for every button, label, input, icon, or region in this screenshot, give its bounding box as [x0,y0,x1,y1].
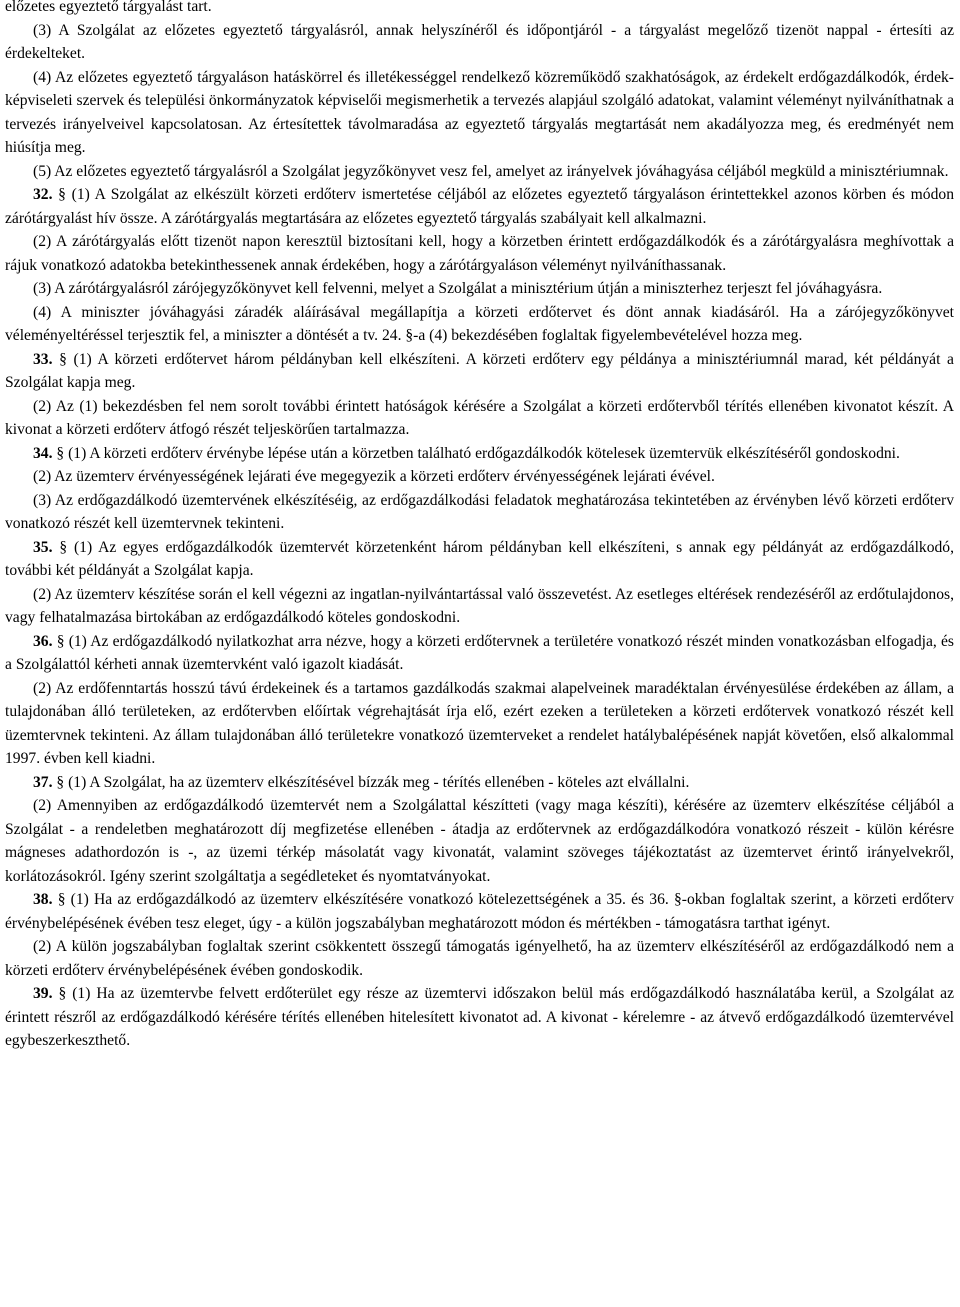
section-paragraph [5,442,954,466]
section-number: 39. [33,985,53,1002]
section-paragraph [5,630,954,677]
paragraph-text: (2) Amennyiben az erdőgazdálkodó üzemtervét nem a Szolgálattal készítteti (vagy maga készíti), kérésére az üzemterv elkészítése céljából a Szolgálat - a rendeletben meghatározott díj megfizetése ellenében - átadja az erdőtervnek az erdőgazdálkodóra vonatkozó részeit - külön kérésre mágneses adathordozón is -, az üzemi térkép másolatát vagy kivonatát, valamint szöveges tájékoztatást az üzemtervet érintő irányelvekről, korlátozásokról. Igény szerint szolgáltatja a segédleteket és nyomtatványokat. [5,797,954,885]
paragraph [5,677,954,771]
paragraph [5,277,954,301]
paragraph-text: § (1) A körzeti erdőtervet három példányban kell elkészíteni. A körzeti erdőterv egy példánya a minisztériumnál marad, két példányát a Szolgálat kapja meg. [5,350,954,391]
paragraph [5,794,954,888]
paragraph-text: (2) A külön jogszabályban foglaltak szerint csökkentett összegű támogatás igényelhető, ha az üzemterv elkészítéséről az erdőgazdálkodó nem a körzeti erdőterv érvénybelépésének évében gondoskodik. [5,938,954,979]
paragraph-text: (2) Az üzemterv érvényességének lejárati éve megegyezik a körzeti erdőterv érvényességének lejárati évével. [33,468,715,485]
section-number: 36. [33,632,53,650]
paragraph-text: (3) Az erdőgazdálkodó üzemtervének elkészítéséig, az erdőgazdálkodási feladatok meghatározása tekintetében az érvényben lévő körzeti erdőterv vonatkozó részét kell üzemtervnek tekinteni. [5,491,954,532]
paragraph [5,19,954,66]
paragraph-text: (2) Az üzemterv készítése során el kell végezni az ingatlan-nyilvántartással való összevetést. Az esetleges eltérések rendezéséről az erdőtulajdonos, vagy felhatalmazása birtokában az erdőgazdálkodó köteles gondoskodni. [5,585,954,626]
paragraph-text: § (1) Ha az üzemtervbe felvett erdőterület egy része az üzemtervi időszakon belül más erdőgazdálkodó használatába kerül, a Szolgálat az érintett részről az erdőgazdálkodó kérésére térítés ellenében hitelesített kivonatot ad. A kivonat - kérelemre - az átvevő erdőgazdálkodó üzemtervével egybeszerkeszthető. [5,985,954,1049]
paragraph-text: § (1) A Szolgálat az elkészült körzeti erdőterv ismertetése céljából az előzetes egyeztető tárgyaláson érintettekkel azonos körben és módon zárótárgyalást hív össze. A zárótárgyalás megtartására az előzetes egyeztető tárgyalás szabályait kell alkalmazni. [5,186,954,227]
paragraph [5,301,954,348]
paragraph-text: § (1) Az egyes erdőgazdálkodók üzemtervét körzetenként három példányban kell elkészíteni, s annak egy példányát az erdőgazdálkodó, további két példányát a Szolgálat kapja. [5,538,954,579]
paragraph-text: (2) Az erdőfenntartás hosszú távú érdekeinek és a tartamos gazdálkodás szakmai alapelveinek maradéktalan érvényesülése érdekében az állam, a tulajdonában álló területeken, az erdőtervben előírtak végrehajtását írja elő, ezért ezeken a területeken a körzeti erdőtervek vonatkozó részét kell üzemtervnek tekinteni. Az állam tulajdonában álló területekre vonatkozó üzemterveket a rendelet hatálybalépésének napját követően, első alkalommal 1997. évben kell kiadni. [5,679,954,767]
section-paragraph [5,183,954,230]
paragraph-text: § (1) Ha az erdőgazdálkodó az üzemterv elkészítésére vonatkozó kötelezettségének a 35. és 36. §-okban foglaltak szerint, a körzeti erdőterv érvénybelépésének évében tesz eleget, úgy - a külön jogszabályban meghatározott módon és mértékben - támogatásra tarthat igényt. [5,891,954,932]
paragraph-text: (3) A zárótárgyalásról zárójegyzőkönyvet kell felvenni, melyet a Szolgálat a minisztérium útján a miniszterhez terjeszt fel jóváhagyásra. [33,280,883,297]
section-paragraph [5,771,954,795]
paragraph [5,465,954,489]
section-paragraph [5,982,954,1053]
paragraph-text: § (1) A körzeti erdőterv érvénybe lépése után a körzetben található erdőgazdálkodók kötelesek üzemtervük elkészítéséről gondoskodni. [56,444,900,462]
paragraph-text: (4) Az előzetes egyeztető tárgyaláson hatáskörrel és illetékességgel rendelkező közreműködő szakhatóságok, az érdekelt erdőgazdálkodók, érdek-képviseleti szervek és települési önkormányzatok képviselői megismerhetik a tervezés alapjául szolgáló adatokat, valamint véleményt nyilváníthatnak a tervezés irányelveivel kapcsolatosan. Az értesítettek távolmaradása az egyeztető tárgyalás megtartását nem akadályozza meg, és eredményét nem hiúsítja meg. [5,68,954,156]
paragraph [5,395,954,442]
paragraph-text: (2) A zárótárgyalás előtt tizenöt napon keresztül biztosítani kell, hogy a körzetben érintett erdőgazdálkodók és a zárótárgyalásra meghívottak a rájuk vonatkozó adatokba betekinthessenek annak érdekében, hogy a zárótárgyaláson véleményt nyilváníthassanak. [5,233,954,274]
section-number: 33. [33,350,53,368]
paragraph [5,935,954,982]
paragraph-text: (3) A Szolgálat az előzetes egyeztető tárgyalásról, annak helyszínéről és időpontjáról - a tárgyalást megelőző tizenöt nappal - értesíti az érdekelteket. [5,21,954,62]
section-number: 35. [33,538,53,556]
paragraph-text: § (1) A Szolgálat, ha az üzemterv elkészítésével bízzák meg - térítés ellenében - köteles azt elvállalni. [56,773,690,791]
section-number: 32. [33,186,53,203]
section-paragraph [5,348,954,395]
paragraph [5,230,954,277]
section-paragraph [5,888,954,935]
paragraph [5,583,954,630]
paragraph-text: előzetes egyeztető tárgyalást tart. [5,0,212,15]
paragraph-text: (2) Az (1) bekezdésben fel nem sorolt további érintett hatóságok kérésére a Szolgálat a körzeti erdőtervből térítés ellenében kivonatot készít. A kivonat a körzeti erdőterv átfogó részét teljeskörűen tartalmazza. [5,397,954,438]
paragraph [5,489,954,536]
paragraph-text: § (1) Az erdőgazdálkodó nyilatkozhat arra nézve, hogy a körzeti erdőtervnek a területére vonatkozó részét minden vonatkozásban elfogadja, és a Szolgálattól kérheti annak üzemtervként való igazolt kiadását. [5,632,954,673]
paragraph-text: (5) Az előzetes egyeztető tárgyalásról a Szolgálat jegyzőkönyvet vesz fel, amelyet az irányelvek jóváhagyása céljából megküld a minisztériumnak. [33,162,949,180]
section-paragraph [5,536,954,583]
paragraph [5,160,954,184]
paragraph-text: (4) A miniszter jóváhagyási záradék aláírásával megállapítja a körzeti erdőtervet és dönt annak kiadásáról. Ha a zárójegyzőkönyvet véleményeltéréssel terjesztik fel, a miniszter a döntését a tv. 24. §-a (4) bekezdésében foglaltak figyelembevételével hozza meg. [5,303,954,344]
paragraph [5,0,954,19]
paragraph [5,66,954,160]
section-number: 37. [33,773,53,791]
section-number: 38. [33,891,53,908]
section-number: 34. [33,444,53,462]
